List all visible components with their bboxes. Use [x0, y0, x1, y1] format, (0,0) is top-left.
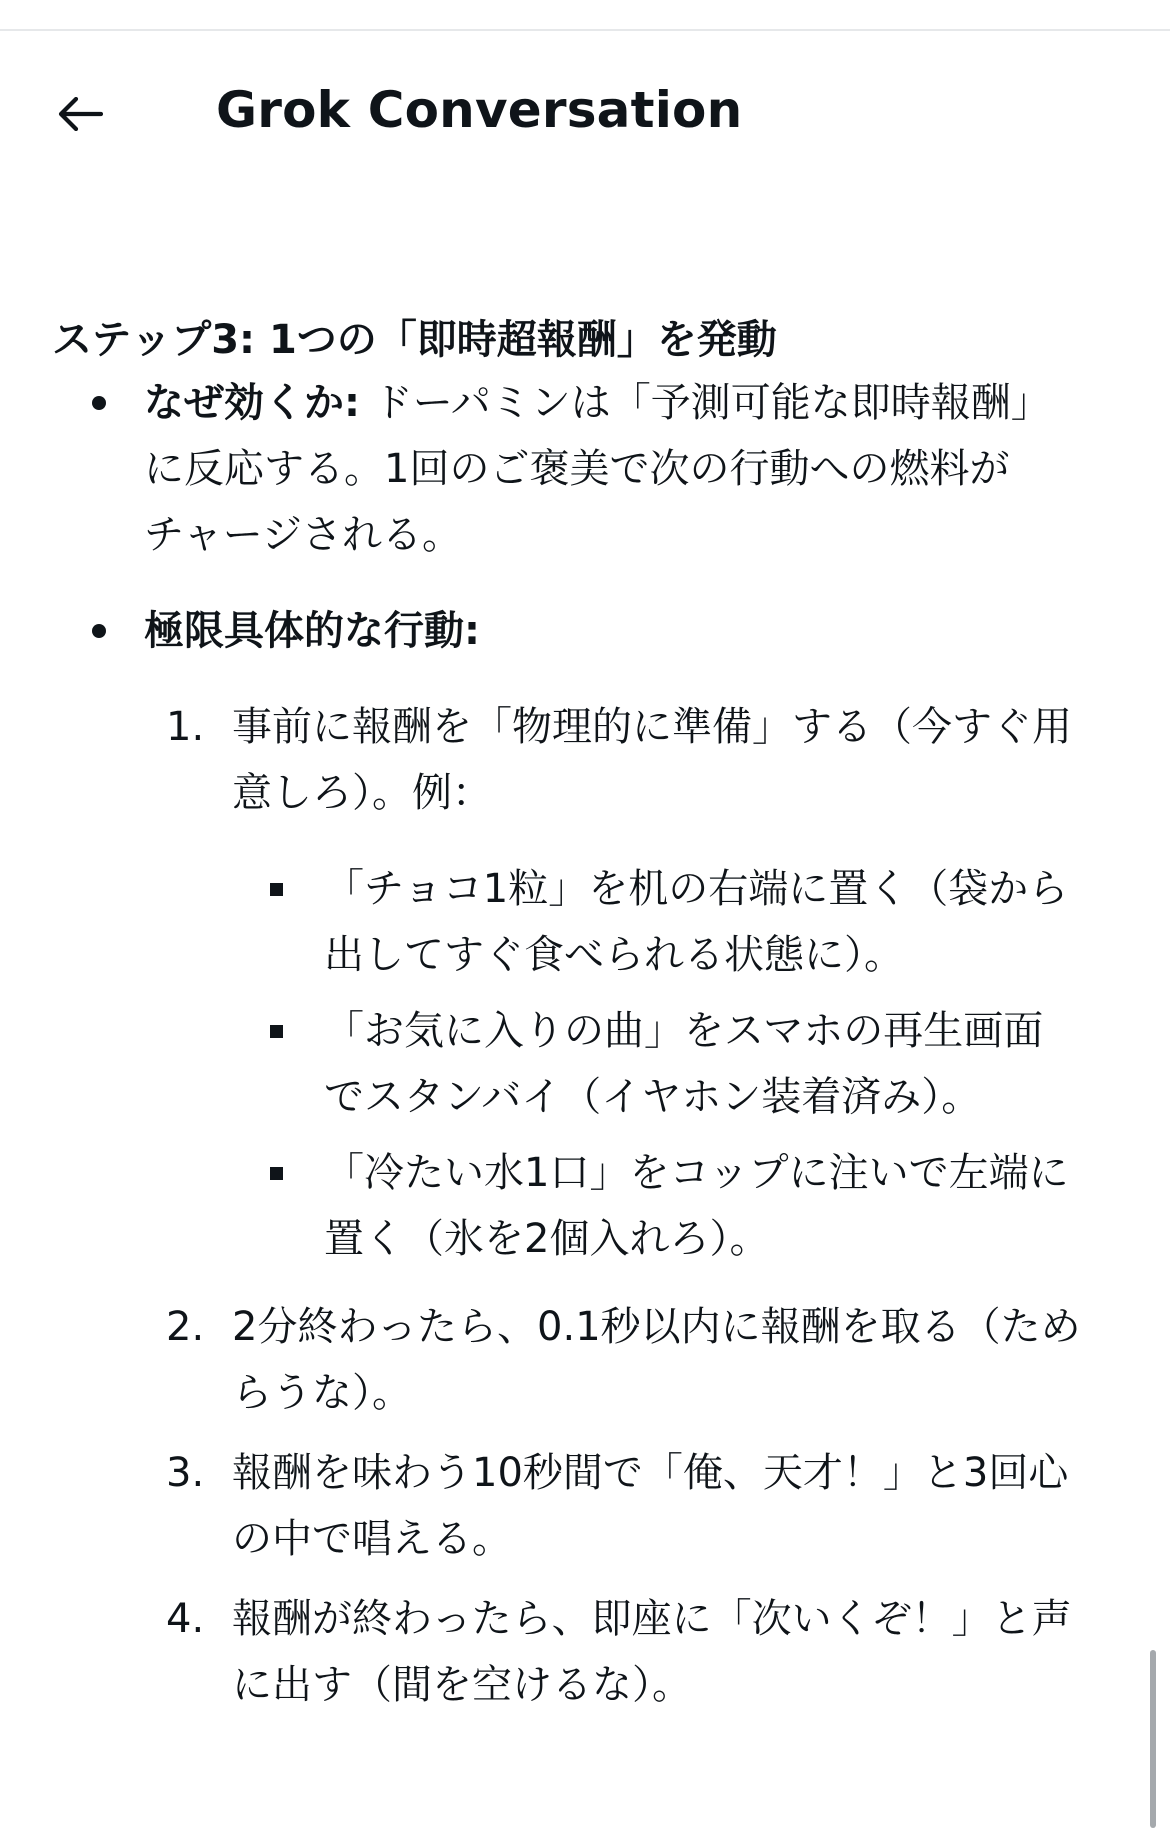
example-item	[324, 1140, 1122, 1272]
step-number: 4.	[166, 1596, 205, 1642]
back-button[interactable]	[44, 78, 116, 150]
step-line: 報酬を味わう10秒間で「俺、天才！」と3回心	[232, 1450, 1069, 1496]
step-line: 事前に報酬を「物理的に準備」する（今すぐ用	[232, 704, 1072, 750]
example-line: 置く（氷を2個入れろ）。	[324, 1216, 770, 1262]
ordered-steps	[52, 694, 1122, 1718]
bullet-dot	[92, 624, 106, 638]
bullet-line: に反応する。1回のご褒美で次の行動への燃料が	[144, 446, 1010, 492]
square-bullet	[270, 1167, 283, 1180]
bullet-line	[144, 370, 1122, 436]
example-line: 「お気に入りの曲」をスマホの再生画面	[324, 1008, 1044, 1054]
message-content	[52, 312, 1122, 1718]
step-line: に出す（間を空けるな）。	[232, 1662, 692, 1708]
step-item-2	[166, 1294, 1122, 1426]
bullet-line: チャージされる。	[144, 512, 462, 558]
step-line: 意しろ）。例：	[232, 770, 492, 816]
step-item-4	[166, 1586, 1122, 1718]
step-line: らうな）。	[232, 1370, 412, 1416]
bullet-why	[52, 370, 1122, 568]
step-line: 報酬が終わったら、即座に「次いくぞ！」と声	[232, 1596, 1072, 1642]
step-item-1	[166, 694, 1122, 1272]
example-line: 「冷たい水1口」をコップに注いで左端に	[324, 1150, 1069, 1196]
example-item	[324, 856, 1122, 988]
step-item-3	[166, 1440, 1122, 1572]
bullet-label: 極限具体的な行動:	[144, 608, 480, 654]
example-line: でスタンバイ（イヤホン装着済み）。	[324, 1074, 982, 1120]
header	[0, 60, 1170, 160]
arrow-left-icon	[57, 97, 103, 131]
step-heading: ステップ3: 1つの「即時超報酬」を発動	[52, 317, 777, 363]
bullet-dot	[92, 396, 106, 410]
bullet-text: ドーパミンは「予測可能な即時報酬」	[360, 380, 1051, 426]
square-bullet	[270, 883, 283, 896]
scrollbar[interactable]	[1150, 1650, 1156, 1828]
step-number: 1.	[166, 704, 205, 750]
step-line: 2分終わったら、0.1秒以内に報酬を取る（ため	[232, 1304, 1081, 1350]
step-number: 2.	[166, 1304, 205, 1350]
example-list	[232, 856, 1122, 1272]
square-bullet	[270, 1025, 283, 1038]
example-item	[324, 998, 1122, 1130]
example-line: 「チョコ1粒」を机の右端に置く（袋から	[324, 866, 1069, 912]
top-divider	[0, 29, 1170, 31]
example-line: 出してすぐ食べられる状態に）。	[324, 932, 904, 978]
bullet-label: なぜ効くか:	[144, 380, 360, 426]
step-line: の中で唱える。	[232, 1516, 512, 1562]
page-title: Grok Conversation	[216, 81, 743, 139]
bullet-actions	[52, 598, 1122, 664]
step-number: 3.	[166, 1450, 205, 1496]
